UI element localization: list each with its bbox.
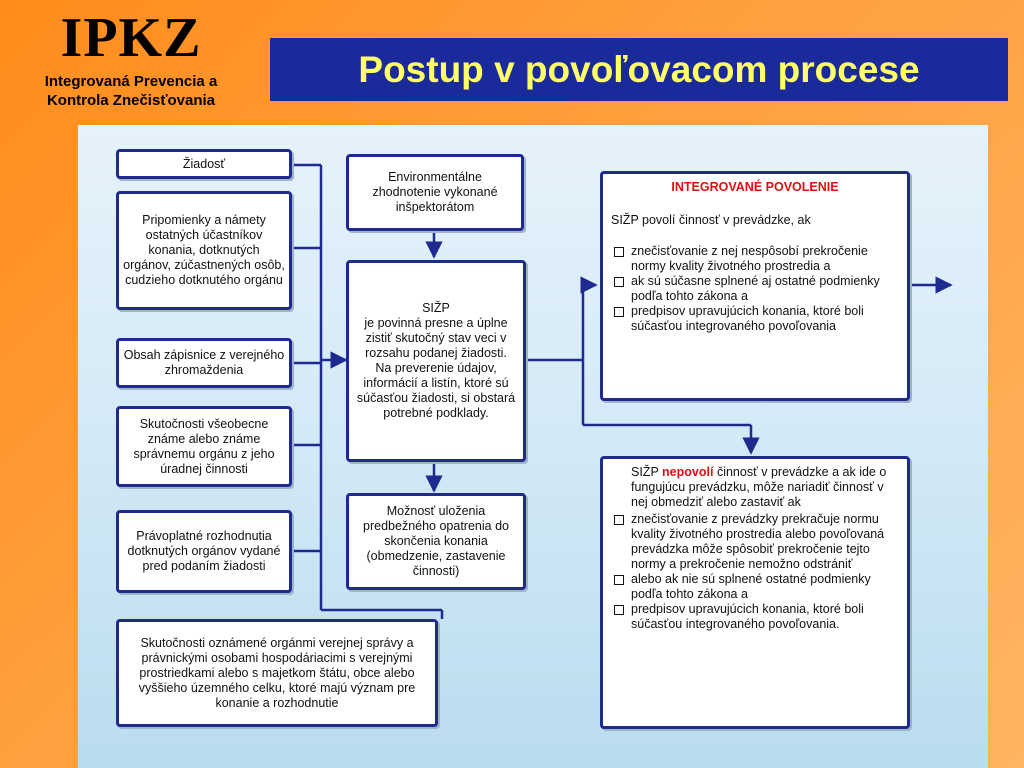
list-item: alebo ak nie sú splnené ostatné podmienky podľa tohto zákona a	[611, 572, 899, 602]
nepovoli-intro-before: SIŽP	[631, 465, 659, 479]
box-moznost: Možnosť uloženia predbežného opatrenia do skončenia konania (obmedzenie, zastavenie činnosti)	[346, 493, 526, 590]
flow-diagram	[78, 125, 988, 768]
list-item: znečisťovanie z prevádzky prekračuje normu kvality životného prostredia alebo povoľovaná prevádzka môže spôsobiť prekročenie tejto normy a prekročenie nemožno odstrániť	[611, 512, 899, 572]
nepovoli-intro	[611, 465, 899, 510]
nepovoli-highlight: nepovolí	[662, 465, 714, 479]
sizp-heading: SIŽP	[422, 301, 450, 315]
logo-mark: IPKZ	[60, 7, 202, 69]
list-item: znečisťovanie z nej nespôsobí prekročenie normy kvality životného prostredia a	[611, 244, 899, 274]
logo-subtitle-line1: Integrovaná Prevencia a	[44, 73, 218, 90]
sizp-body2: Na preverenie údajov, informácií a listín, ktoré sú súčasťou žiadosti, si obstará potrebné podklady.	[356, 361, 516, 420]
box-environmentalne: Environmentálne zhodnotenie vykonané inšpektorátom	[346, 154, 524, 231]
ipkz-logo	[0, 7, 262, 110]
list-item: ak sú súčasne splnené aj ostatné podmienky podľa tohto zákona a	[611, 274, 899, 304]
title-bar	[270, 38, 1008, 101]
integrovane-povolenie-list	[611, 244, 899, 334]
integrovane-povolenie-heading: INTEGROVANÉ POVOLENIE	[671, 180, 839, 194]
box-sizp	[346, 260, 526, 462]
list-item: predpisov upravujúcich konania, ktoré boli súčasťou integrovaného povoľovania.	[611, 602, 899, 632]
integrovane-povolenie-intro: SIŽP povolí činnosť v prevádzke, ak	[611, 213, 811, 227]
logo-subtitle	[0, 72, 262, 110]
slide-title: Postup v povoľovacom procese	[358, 48, 920, 90]
nepovoli-list	[611, 512, 899, 632]
list-item: predpisov upravujúcich konania, ktoré boli súčasťou integrovaného povoľovania	[611, 304, 899, 334]
box-ziadost: Žiadosť	[116, 149, 292, 179]
box-nepovoli	[600, 456, 910, 729]
nepovoli-intro-after: činnosť v prevádzke a ak ide o fungujúcu prevádzku, môže nariadiť činnosť v nej obmedziť alebo zastaviť ak	[631, 465, 887, 509]
box-pravoplatne: Právoplatné rozhodnutia dotknutých orgánov vydané pred podaním žiadosti	[116, 510, 292, 593]
box-pripomienky: Pripomienky a námety ostatných účastníkov konania, dotknutých orgánov, zúčastnených osôb, cudzieho dotknutého orgánu	[116, 191, 292, 310]
box-integrovane-povolenie	[600, 171, 910, 401]
box-oznamene: Skutočnosti oznámené orgánmi verejnej správy a právnickými osobami hospodáriacimi s verejnými prostriedkami alebo s majetkom štátu, obce alebo vyššieho územného celku, ktoré majú význam pre konanie a rozhodnutie	[116, 619, 438, 727]
box-zapisnica: Obsah zápisnice z verejného zhromaždenia	[116, 338, 292, 388]
sizp-body1: je povinná presne a úplne zistiť skutočný stav veci v rozsahu podanej žiadosti.	[364, 316, 508, 360]
logo-subtitle-line2: Kontrola Znečisťovania	[46, 92, 216, 109]
box-skutocnosti: Skutočnosti všeobecne známe alebo známe správnemu orgánu z jeho úradnej činnosti	[116, 406, 292, 487]
